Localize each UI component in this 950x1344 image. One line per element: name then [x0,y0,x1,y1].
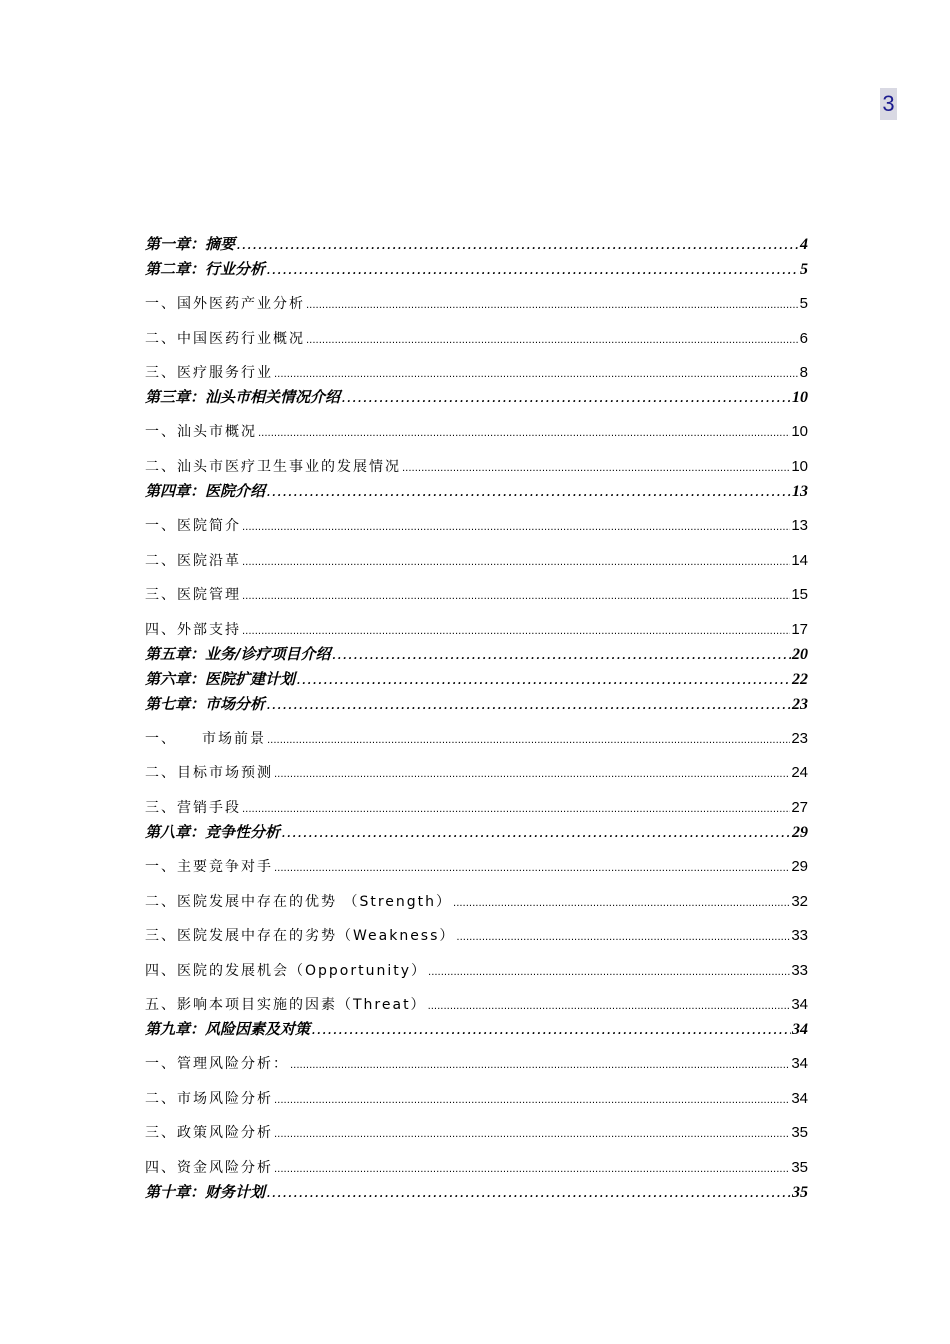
toc-entry-page: 23 [792,696,808,713]
toc-entry-label: 一、管理风险分析： [145,1056,289,1072]
toc-entry-page: 24 [791,764,808,781]
page-number: 3 [880,88,897,120]
toc-entry-label: 一、 市场前景 [145,731,266,747]
toc-section[interactable] [145,961,808,981]
toc-entry-page: 10 [791,458,808,475]
toc-entry-label: 二、医院沿革 [145,553,241,569]
toc-entry-label: 第七章：市场分析 [145,695,266,713]
dot-leader [402,459,790,479]
dot-leader [242,518,790,538]
dot-leader [428,997,791,1017]
toc-entry-page: 17 [791,621,808,638]
toc-entry-page: 20 [792,646,808,663]
toc-entry-label: 三、营销手段 [145,800,241,816]
toc-entry-label: 二、汕头市医疗卫生事业的发展情况 [145,459,401,475]
dot-leader [428,963,790,983]
toc-chapter-7[interactable] [145,694,808,714]
toc-entry-label: 第二章：行业分析 [145,260,266,278]
toc-section[interactable] [145,857,808,877]
dot-leader [267,731,790,751]
toc-entry-page: 35 [791,1124,808,1141]
toc-section[interactable] [145,457,808,477]
toc-chapter-10[interactable] [145,1182,808,1202]
dot-leader [266,1182,791,1202]
toc-entry-page: 13 [792,483,808,500]
toc-entry-page: 35 [791,1159,808,1176]
toc-entry-label: 四、资金风险分析 [145,1160,273,1176]
toc-section[interactable] [145,620,808,640]
toc-chapter-1[interactable] [145,234,808,254]
toc-entry-page: 5 [799,295,808,312]
toc-chapter-2[interactable] [145,259,808,279]
toc-entry-label: 一、汕头市概况 [145,424,257,440]
toc-entry-page: 8 [799,364,808,381]
dot-leader [341,387,791,407]
dot-leader [290,1056,790,1076]
toc-entry-page: 23 [791,730,808,747]
dot-leader [306,296,799,316]
dot-leader [258,424,790,444]
toc-entry-label: 四、医院的发展机会（Opportunity） [145,963,428,979]
dot-leader [236,234,799,254]
toc-entry-page: 29 [791,858,808,875]
toc-section[interactable] [145,363,808,383]
toc-chapter-4[interactable] [145,481,808,501]
toc-entry-label: 第十章：财务计划 [145,1183,266,1201]
toc-section[interactable] [145,422,808,442]
toc-section[interactable] [145,516,808,536]
dot-leader [266,694,791,714]
toc-entry-label: 二、市场风险分析 [145,1091,273,1107]
toc-entry-label: 四、外部支持 [145,622,241,638]
toc-entry-label: 第六章：医院扩建计划 [145,670,296,688]
dot-leader [242,587,790,607]
toc-entry-page: 27 [791,799,808,816]
toc-section[interactable] [145,294,808,314]
dot-leader [274,1125,790,1145]
toc-section[interactable] [145,551,808,571]
toc-chapter-5[interactable] [145,644,808,664]
toc-entry-label: 一、医院简介 [145,518,241,534]
toc-entry-page: 13 [791,517,808,534]
dot-leader [311,1019,791,1039]
toc-entry-page: 10 [791,423,808,440]
toc-entry-page: 22 [792,671,808,688]
toc-entry-page: 34 [791,996,808,1013]
toc-section[interactable] [145,763,808,783]
dot-leader [331,644,791,664]
toc-section[interactable] [145,892,808,912]
toc-section[interactable] [145,926,808,946]
toc-section[interactable] [145,1089,808,1109]
toc-entry-label: 三、医疗服务行业 [145,365,273,381]
toc-entry-label: 三、医院管理 [145,587,241,603]
toc-section[interactable] [145,585,808,605]
toc-entry-label: 三、政策风险分析 [145,1125,273,1141]
toc-entry-page: 10 [792,389,808,406]
toc-chapter-6[interactable] [145,669,808,689]
toc-section[interactable] [145,798,808,818]
dot-leader [456,928,790,948]
toc-entry-label: 第一章：摘要 [145,235,236,253]
dot-leader [266,481,791,501]
toc-entry-label: 一、国外医药产业分析 [145,296,305,312]
toc-entry-label: 第四章：医院介绍 [145,482,266,500]
dot-leader [242,622,790,642]
toc-entry-label: 第五章：业务/诊疗项目介绍 [145,645,331,663]
dot-leader [296,669,791,689]
toc-chapter-3[interactable] [145,387,808,407]
toc-entry-page: 6 [799,330,808,347]
toc-section[interactable] [145,729,808,749]
toc-entry-page: 34 [791,1055,808,1072]
dot-leader [281,822,791,842]
toc-section[interactable] [145,329,808,349]
toc-entry-label: 二、中国医药行业概况 [145,331,305,347]
toc-entry-label: 三、医院发展中存在的劣势（Weakness） [145,928,456,944]
toc-section[interactable] [145,1054,808,1074]
toc-entry-page: 29 [792,824,808,841]
dot-leader [274,1091,790,1111]
dot-leader [306,331,799,351]
dot-leader [274,765,790,785]
toc-entry-label: 二、医院发展中存在的优势 （Strength） [145,894,453,910]
toc-entry-page: 5 [800,261,808,278]
toc-entry-page: 34 [792,1021,808,1038]
dot-leader [274,859,790,879]
dot-leader [266,259,799,279]
dot-leader [274,1160,790,1180]
toc-section[interactable] [145,995,808,1015]
toc-section[interactable] [145,1123,808,1143]
toc-entry-label: 五、影响本项目实施的因素（Threat） [145,997,427,1013]
toc-entry-page: 14 [791,552,808,569]
toc-entry-page: 15 [791,586,808,603]
toc-entry-page: 34 [791,1090,808,1107]
dot-leader [453,894,790,914]
toc-entry-page: 32 [791,893,808,910]
toc-chapter-9[interactable] [145,1019,808,1039]
dot-leader [242,800,790,820]
toc-entry-label: 一、主要竞争对手 [145,859,273,875]
toc-entry-label: 第九章：风险因素及对策 [145,1020,311,1038]
toc-entry-label: 二、目标市场预测 [145,765,273,781]
toc-entry-label: 第八章：竞争性分析 [145,823,281,841]
toc-entry-page: 33 [791,927,808,944]
toc-chapter-8[interactable] [145,822,808,842]
toc-entry-page: 35 [792,1184,808,1201]
toc-entry-page: 33 [791,962,808,979]
dot-leader [274,365,799,385]
dot-leader [242,553,790,573]
toc-section[interactable] [145,1158,808,1178]
toc-entry-label: 第三章：汕头市相关情况介绍 [145,388,341,406]
toc-entry-page: 4 [800,236,808,253]
